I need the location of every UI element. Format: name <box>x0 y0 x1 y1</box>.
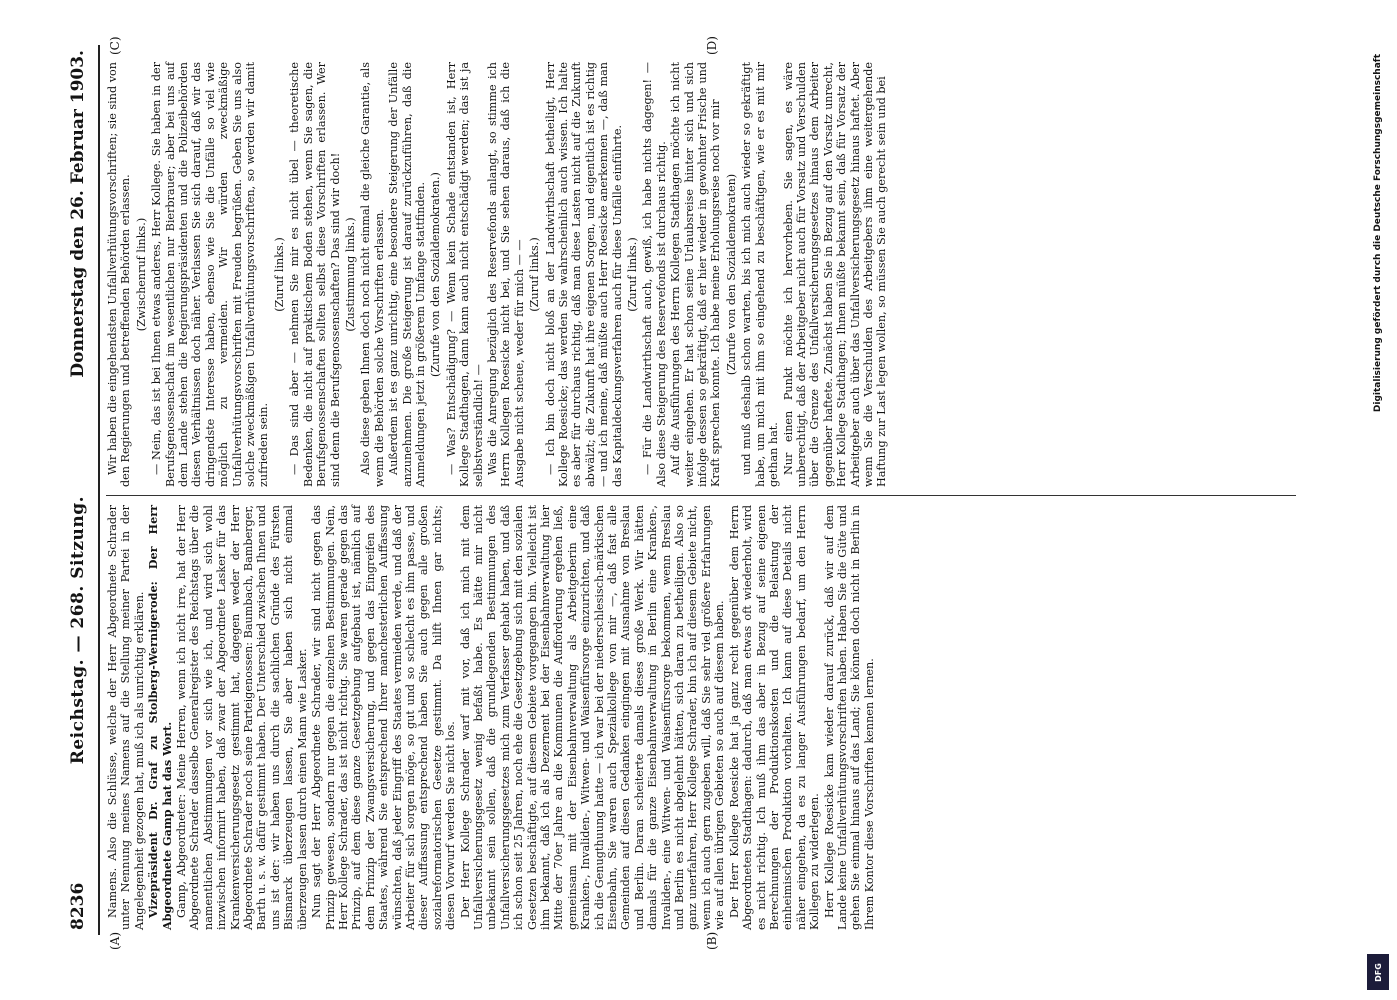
left-column <box>106 505 877 930</box>
header-rule <box>98 45 100 935</box>
paragraph: — Was? Entschädigung? — Wenn kein Schade entstanden ist, Herr Kollege Stadthagen, dann kann auch nicht entschädigt werden; das ist ja selbstverständlich! — <box>444 62 485 487</box>
interjection: (Zurufe von den Sozialdemokraten) <box>724 173 738 376</box>
interjection: (Zwischenruf links.) <box>134 217 148 332</box>
paragraph: Außerdem ist es ganz unrichtig, eine besondere Steigerung der Unfälle anzunehmen. Die große Steigerung ist darauf zurückzuführen, daß die Anmeldungen jetzt in größerem Umfange stattfinden. <box>387 62 427 487</box>
session-date: Donnerstag den 26. Februar 1903. <box>68 50 88 378</box>
paragraph: Was die Anregung bezüglich des Reservefonds anlangt, so stimme ich Herrn Kollegen Roesicke nicht bei, und Sie sehen daraus, daß ich die Ausgabe nicht scheue, weder für mich — — <box>485 62 526 487</box>
page-number: 8236 <box>68 882 88 930</box>
dfg-logo-text: DFG <box>1373 962 1383 982</box>
paragraph: Also diese geben Ihnen doch noch nicht einmal die gleiche Garantie, als wenn die Behörden solche Vorschriften erlassen. <box>359 62 386 487</box>
paragraph: — Ich bin doch nicht bloß an der Landwirthschaft betheiligt, Herr Kollege Roesicke; das werden Sie wahrscheinlich auch wissen. Ich halte es aber für durchaus richtig, daß man diese Lasten nicht auf die Zukunft abwälzt; die Zukunft hat ihre eigenen Sorgen, und eigentlich ist es richtig — und ich meine, daß müßte auch Herr Roesicke anerkennen —, daß man das Kapitaldeckungsverfahren auch für diese Unfälle einführte. <box>543 62 624 487</box>
interjection: (Zustimmung links.) <box>343 217 357 332</box>
paragraph: und muß deshalb schon warten, bis ich mich auch wieder so gekräftigt habe, um mich mit ihm so eingehend zu beschäftigen, wie er es mit mir gethan hat. <box>740 62 781 487</box>
page-header <box>58 50 98 930</box>
margin-marker-d: (D) <box>705 36 719 55</box>
paragraph: — Nein, das ist bei Ihnen etwas anderes, Herr Kollege. Sie haben in der Berufsgenossenschaft im wesentlichen nur Bierbrauer; aber bei uns auf dem Lande stehen die Regierungspräsidenten und die Polizeibehörden diesen Verhältnissen doch näher. Verlassen Sie sich darauf, daß wir das dringendste Interesse haben, ebenso wie Sie die Unfälle so viel wie möglich zu vermeiden. Wir würden zweckmäßige Unfallverhütungsvorschriften mit Freuden begrüßen. Geben Sie uns also solche zweckmäßigen Unfallverhütungsvorschriften, so werden wir damit zufrieden sein. <box>150 62 271 487</box>
margin-marker-b: (B) <box>705 931 719 950</box>
session-title: Reichstag. — 268. Sitzung. <box>68 495 88 765</box>
credit-text: Digitalisierung gefördert durch die Deutsche Forschungsgemeinschaft <box>1373 54 1383 413</box>
paragraph: Nur einen Punkt möchte ich hervorheben. Sie sagen, es wäre unberechtigt, daß der Arbeitgeber nicht auch für Vorsatz und Verschulden über die Grenze des Unfallversicherungsgesetzes hinaus dem Arbeiter gegenüber haftete. Zunächst haben Sie in Bezug auf den Vorsatz unrecht, Herr Kollege Stadthagen; Ihnen müßte bekannt sein, daß für Vorsatz der Arbeitgeber auch über das Unfallversicherungsgesetz hinaus haftet. Aber wenn Sie die Verschulden des Arbeitgebers ihm eine weitergehende Haftung zur Last legen wollen, so müssen Sie auch gerecht sein und bei <box>781 62 889 487</box>
dfg-logo <box>1367 954 1389 990</box>
interjection: (Zuruf links.) <box>272 237 286 312</box>
margin-marker-c: (C) <box>108 36 122 55</box>
paragraph: Herr Kollege Roesicke kam wieder darauf zurück, daß wir auf dem Lande keine Unfallverhütungsvorschriften haben. Haben Sie die Güte und gehen Sie einmal hinaus auf das Land; Sie können doch nicht in Berlin in Ihrem Kontor diese Vorschriften kennen lernen. <box>822 505 876 930</box>
margin-marker-a: (A) <box>108 931 122 950</box>
digitization-credit <box>1367 10 1389 990</box>
paragraph: Der Herr Kollege Schrader warf mit vor, daß ich mich mit dem Unfallversicherungsgesetz wenig befaßt habe. Es hätte mir nicht unbekannt sein sollen, daß die grundlegenden Bestimmungen des Unfallversicherungsgesetzes mich zum Verfasser gehabt haben, und daß ich schon seit 25 Jahren, noch ehe die Gesetzgebung sich mit den sozialen Gesetzen beschäftigte, auf diesem Gebiete vorgegangen bin. Vielleicht ist ihm bekannt, daß ich als Dezernent bei der Eisenbahnverwaltung hier Mitte der 70er Jahre an die Kommunen die Aufforderung ergehen ließ, gemeinsam mit der Eisenbahnverwaltung als Arbeitgeberin eine Kranken-, Invaliden-, Witwen- und Waisenfürsorge einzurichten, und daß ich die Genugthuung hatte — ich war bei der niederschlesisch-märkischen Eisenbahn, Sie waren auch Spezialkollege von mir —, daß fast alle Gemeinden auf diesen Gedanken eingingen mit Ausnahme von Breslau und Berlin. Daran scheiterte damals dieses große Werk. Wir hätten damals für die ganze Eisenbahnverwaltung in Berlin eine Kranken-, Invaliden-, eine Witwen- und Waisenfürsorge bekommen, wenn Breslau und Berlin es nicht abgelehnt hätten, sich daran zu betheiligen. Also so ganz unerfahren, Herr Kollege Schrader, bin ich auf diesem Gebiete nicht, wenn ich auch gern zugeben will, daß Sie sehr viel größere Erfahrungen wie auf allen übrigen Gebieten so auch auf diesem haben. <box>458 505 727 930</box>
paragraph: Nun sagt der Herr Abgeordnete Schrader, wir sind nicht gegen das Prinzip gewesen, sondern nur gegen die einzelnen Bestimmungen. Nein, Herr Kollege Schrader, das ist nicht richtig. Sie waren gerade gegen das Prinzip, auf dem diese ganze Gesetzgebung aufgebaut ist, nämlich auf dem Prinzip der Zwangsversicherung, und gegen das Eingreifen des Staates, während Sie entsprechend Ihrer manchesterlichen Auffassung wünschten, daß jeder Eingriff des Staates vermieden werde, und daß der Arbeiter für sich sorgen möge, so gut und so schlecht es ihm passe, und dieser Auffassung entsprechend haben Sie auch gegen alle großen sozialreformatorischen Gesetze gestimmt. Da hilft Ihnen gar nichts; diesen Vorwurf werden Sie nicht los. <box>310 505 458 930</box>
right-column <box>106 62 890 487</box>
paragraph: Gamp, Abgeordneter: Meine Herren, wenn ich nicht irre, hat der Herr Abgeordnete Schrader dasselbe Generalregister des Reichstags über die namentlichen Abstimmungen vor sich wie ich, und wird sich wohl inzwischen informirt haben, daß zwar der Abgeordnete Lasker für das Krankenversicherungsgesetz gestimmt hat, dagegen weder der Herr Abgeordnete Schrader noch seine Parteigenossen: Baumbach, Bamberger, Barth u. s. w. dafür gestimmt haben. Der Unterschied zwischen Ihnen und uns ist der: wir haben uns durch die sachlichen Gründe des Fürsten Bismarck überzeugen lassen, Sie aber haben sich nicht einmal überzeugen lassen durch einen Mann wie Lasker. <box>175 505 309 930</box>
paragraph: Vizepräsident Dr. Graf zu Stolberg-Wernigerode: Der Herr Abgeordnete Gamp hat das Wort. <box>146 505 174 930</box>
column-divider <box>106 495 1296 496</box>
paragraph: — Für die Landwirthschaft auch, gewiß, ich habe nichts dagegen! — Also diese Steigerung des Reservefonds ist durchaus richtig. <box>641 62 668 487</box>
paragraph: Auf die Ausführungen des Herrn Kollegen Stadthagen möchte ich nicht weiter eingehen. Er hat schon seine Urlaubsreise hinter sich und sich infolge dessen so gekräftigt, daß er hier wieder in gewohnter Frische und Kraft sprechen konnte. Ich habe meine Erholungsreise noch vor mir <box>669 62 723 487</box>
paragraph: Namens. Also die Schlüsse, welche der Herr Abgeordnete Schrader unter Nennung meines Namens auf die Stellung meiner Partei in der Angelegenheit gezogen hat, muß ich als unrichtig erklären. <box>106 505 146 930</box>
paragraph: Der Herr Kollege Roesicke hat ja ganz recht gegenüber dem Herrn Abgeordneten Stadthagen: dadurch, daß man etwas oft wiederholt, wird es nicht richtig. Ich muß ihm das aber in Bezug auf seine eigenen Berechnungen der Produktionskosten und die Belastung der einheimischen Produktion vorhalten. Ich kann auf diese Details nicht näher eingehen, da es zu langer Ausführungen bedarf, um den Herrn Kollegen zu widerlegen. <box>727 505 822 930</box>
interjection: (Zuruf links.) <box>626 237 640 312</box>
paragraph: — Das sind aber — nehmen Sie mir es nicht übel — theoretische Bedenken, die nicht auf praktischem Boden stehen, wenn Sie sagen, die Berufsgenossenschaften sollten selbst diese Vorschriften erlassen. Wer sind denn die Berufsgenossenschaften? Das sind wir doch! <box>288 62 342 487</box>
paragraph: Wir haben die eingehendsten Unfallverhütungsvorschriften; sie sind von den Regierungen und betreffenden Behörden erlassen. <box>106 62 133 487</box>
interjection: (Zuruf links.) <box>528 237 542 312</box>
interjection: (Zurufe von den Sozialdemokraten.) <box>429 172 443 377</box>
